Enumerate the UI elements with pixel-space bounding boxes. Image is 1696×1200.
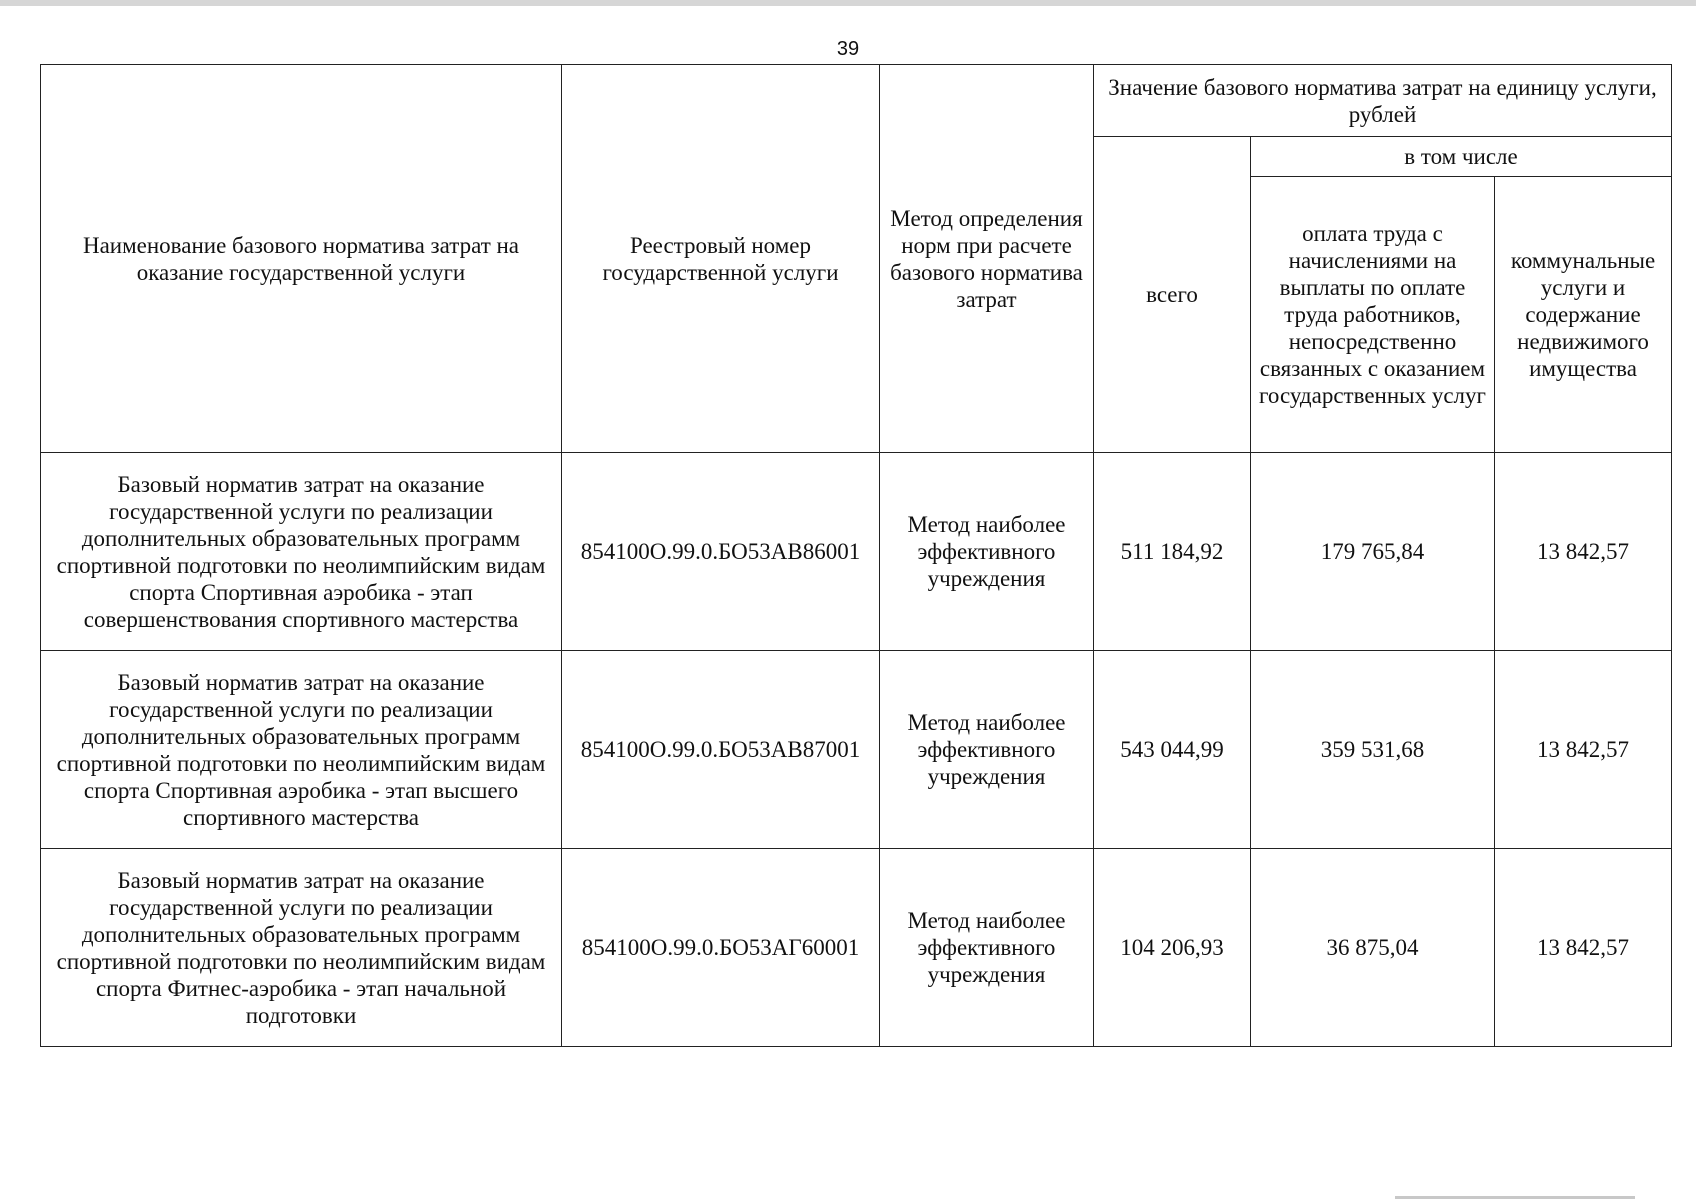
- header-registry: Реестровый номер государственной услуги: [562, 65, 880, 453]
- cell-registry: 854100О.99.0.БО53АВ86001: [562, 453, 880, 651]
- cell-name: Базовый норматив затрат на оказание государственной услуги по реализации дополнительных образовательных программ спортивной подготовки по неолимпийским видам спорта Спортивная аэробика - этап высшего спортивного мастерства: [41, 651, 562, 849]
- scan-top-edge: [0, 0, 1696, 6]
- table-row: [41, 651, 1672, 849]
- cell-method: Метод наиболее эффективного учреждения: [880, 849, 1094, 1047]
- header-row-group: [41, 65, 1672, 137]
- cell-utilities: 13 842,57: [1495, 453, 1672, 651]
- cell-name: Базовый норматив затрат на оказание государственной услуги по реализации дополнительных образовательных программ спортивной подготовки по неолимпийским видам спорта Фитнес-аэробика - этап начальной подготовки: [41, 849, 562, 1047]
- header-including: в том числе: [1251, 137, 1672, 177]
- table-row: [41, 453, 1672, 651]
- header-utilities: коммунальные услуги и содержание недвижимого имущества: [1495, 177, 1672, 453]
- cell-total: 511 184,92: [1094, 453, 1251, 651]
- cell-labor: 36 875,04: [1251, 849, 1495, 1047]
- cell-utilities: 13 842,57: [1495, 651, 1672, 849]
- header-method: Метод определения норм при расчете базового норматива затрат: [880, 65, 1094, 453]
- table-row: [41, 849, 1672, 1047]
- cell-registry: 854100О.99.0.БО53АГ60001: [562, 849, 880, 1047]
- cell-method: Метод наиболее эффективного учреждения: [880, 651, 1094, 849]
- page-number: 39: [836, 38, 860, 60]
- cell-registry: 854100О.99.0.БО53АВ87001: [562, 651, 880, 849]
- cell-name: Базовый норматив затрат на оказание государственной услуги по реализации дополнительных образовательных программ спортивной подготовки по неолимпийским видам спорта Спортивная аэробика - этап совершенствования спортивного мастерства: [41, 453, 562, 651]
- header-labor: оплата труда с начислениями на выплаты по оплате труда работников, непосредственно связанных с оказанием государственных услуг: [1251, 177, 1495, 453]
- cell-utilities: 13 842,57: [1495, 849, 1672, 1047]
- scan-bottom-mark: [1395, 1196, 1635, 1199]
- cell-labor: 179 765,84: [1251, 453, 1495, 651]
- cell-total: 104 206,93: [1094, 849, 1251, 1047]
- cell-labor: 359 531,68: [1251, 651, 1495, 849]
- cost-standards-table: [40, 64, 1672, 1047]
- cell-total: 543 044,99: [1094, 651, 1251, 849]
- header-total: всего: [1094, 137, 1251, 453]
- cell-method: Метод наиболее эффективного учреждения: [880, 453, 1094, 651]
- header-value-group: Значение базового норматива затрат на единицу услуги, рублей: [1094, 65, 1672, 137]
- header-name: Наименование базового норматива затрат на оказание государственной услуги: [41, 65, 562, 453]
